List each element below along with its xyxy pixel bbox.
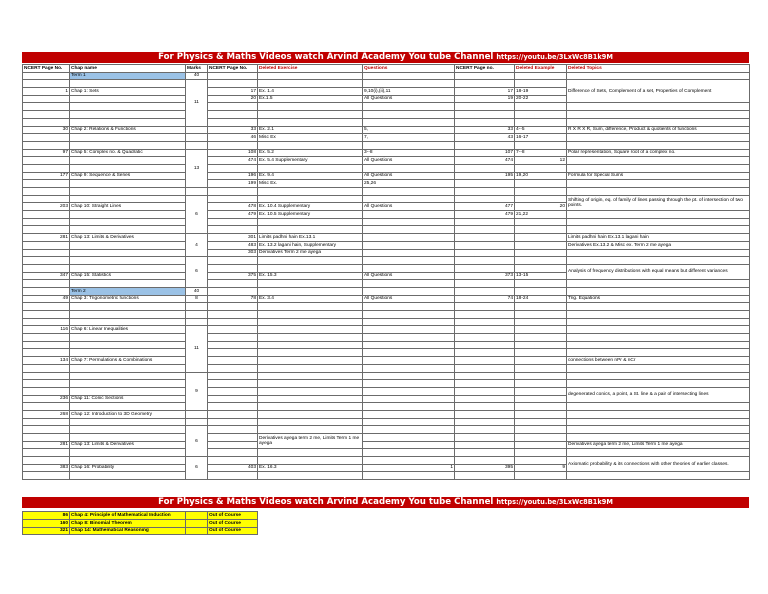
- ex-page: 46: [208, 134, 258, 142]
- chap-sequence: Chap 9: Sequence & Series: [70, 172, 186, 180]
- banner-text: For Physics & Maths Videos watch Arvind Academy You tube Channel: [158, 52, 494, 62]
- ex: Ex. 16.3: [258, 464, 363, 472]
- topic-conics: degenerated conics, a point, a St. line & a pair of intersecting lines: [567, 387, 750, 402]
- topic-limits-2: Derivatives ayega term 2 me, Limits Term 1 me ayega: [567, 441, 750, 449]
- questions: 1: [363, 464, 455, 472]
- eg-page: 19: [455, 95, 515, 103]
- ex-page: 196: [208, 172, 258, 180]
- questions: All Questions: [363, 172, 455, 180]
- questions: 25,26: [363, 180, 455, 188]
- ex-page: 20: [208, 95, 258, 103]
- marks-inequalities: 11: [186, 326, 208, 372]
- eg: 7--8: [515, 149, 567, 157]
- ex-page: 303: [208, 249, 258, 257]
- eg: 18-24: [515, 295, 567, 303]
- questions: 5,: [363, 126, 455, 134]
- banner-url-bottom[interactable]: https://youtu.be/3LxWc8B1k9M: [496, 498, 613, 506]
- topic-trig: Trig. Equations: [567, 295, 750, 303]
- header-deleted-exercise: Deleted Exercise: [258, 65, 363, 73]
- header-chap-name: Chap name: [70, 65, 186, 73]
- ex-page: 479: [208, 211, 258, 219]
- page-lines: 203: [23, 203, 70, 211]
- marks-sets: 11: [186, 80, 208, 126]
- questions: 7,: [363, 134, 455, 142]
- eg: 13-15: [515, 272, 567, 280]
- deleted-chapters-table: [22, 511, 258, 535]
- chap-relations: Chap 2: Relations & Functions: [70, 126, 186, 134]
- ex: Ex. 2.1: [258, 126, 363, 134]
- deleted-row: [23, 519, 258, 527]
- chap-conics: Chap 11: Conic Sections: [70, 395, 186, 403]
- deleted-chap: Chap 4: Principle of Mathematical Induction: [70, 512, 186, 520]
- questions: All Questions: [363, 272, 455, 280]
- deleted-status: Out of Course: [208, 527, 258, 535]
- table-row: [23, 357, 750, 365]
- eg-page: 17: [455, 88, 515, 96]
- ex: Limits padhni hain Ex.13.1: [258, 234, 363, 242]
- topic-limits-a: Limits padhni hain Ex.13.1 lagani hain: [567, 234, 750, 242]
- top-banner: [22, 52, 749, 63]
- ex: Ex. 1.4: [258, 88, 363, 96]
- deleted-chap: Chap 8: Binomial Theorem: [70, 519, 186, 527]
- eg: 16-17: [515, 134, 567, 142]
- page-stats: 347: [23, 272, 70, 280]
- chap-lines: Chap 10: Straight Lines: [70, 203, 186, 211]
- table-row: [23, 241, 750, 249]
- table-row: [23, 180, 750, 188]
- eg-page: 477: [455, 203, 515, 211]
- table-row: [23, 295, 750, 303]
- questions: All Questions: [363, 295, 455, 303]
- table-row: [23, 172, 750, 180]
- ex: Ex. 10.4 Supplementary: [258, 203, 363, 211]
- eg: 9: [515, 464, 567, 472]
- ex: Ex. 13.2 lagani hain, Supplementary: [258, 241, 363, 249]
- table-row: [23, 234, 750, 242]
- page-limits: 281: [23, 234, 70, 242]
- chap-sets: Chap 1: Sets: [70, 88, 186, 96]
- table-row: [23, 326, 750, 334]
- table-row: [23, 126, 750, 134]
- topic-stats: Analysis of frequency distributions with equal means but different variances: [567, 264, 750, 279]
- questions: All Questions: [363, 203, 455, 211]
- eg: 12: [515, 157, 567, 165]
- ex-page: 403: [208, 464, 258, 472]
- table-row: [23, 134, 750, 142]
- chap-permutations: Chap 7: Permulations & Combinations: [70, 357, 186, 365]
- term1-label: Term 1: [70, 72, 186, 80]
- header-row: [23, 65, 750, 73]
- deleted-chap: Chap 14: Mathematical Reasoning: [70, 527, 186, 535]
- eg-page: 107: [455, 149, 515, 157]
- term2-label: Term 2: [70, 287, 186, 295]
- ex-page: 199: [208, 180, 258, 188]
- marks-lines: 6: [186, 195, 208, 233]
- deleted-page: 160: [23, 519, 70, 527]
- deleted-status: Out of Course: [208, 512, 258, 520]
- ex: Ex. 10.5 Supplementary: [258, 211, 363, 219]
- header-questions: Questions: [363, 65, 455, 73]
- table-row: [23, 410, 750, 418]
- page-limits-2: 281: [23, 441, 70, 449]
- table-row: [23, 211, 750, 219]
- deleted-page: 321: [23, 527, 70, 535]
- table-row: [23, 157, 750, 165]
- ex: Misc Ex.: [258, 180, 363, 188]
- page-3d: 268: [23, 410, 70, 418]
- marks-limits-2: 6: [186, 426, 208, 457]
- marks-trig: 8: [186, 295, 208, 303]
- header-deleted-topics: Deleted Topics: [567, 65, 750, 73]
- eg: 20: [515, 203, 567, 211]
- ex: Ex.1.5: [258, 95, 363, 103]
- ex: Ex. 15.3: [258, 272, 363, 280]
- chap-complex: Chap 5: Complex no. & Quadratic: [70, 149, 186, 157]
- bottom-banner: [22, 497, 749, 508]
- page-sets: 1: [23, 88, 70, 96]
- ex-page: 17: [208, 88, 258, 96]
- page-sequence: 177: [23, 172, 70, 180]
- marks-conics: 9: [186, 372, 208, 410]
- page-complex: 97: [23, 149, 70, 157]
- eg-page: 195: [455, 172, 515, 180]
- term1-row: [23, 72, 750, 80]
- ex: Ex. 5.2: [258, 149, 363, 157]
- term2-row: [23, 287, 750, 295]
- term1-marks: 40: [186, 72, 208, 80]
- eg-page: 43: [455, 134, 515, 142]
- eg-page: 395: [455, 464, 515, 472]
- eg-page: 479: [455, 211, 515, 219]
- banner-text-bottom: For Physics & Maths Videos watch Arvind Academy You tube Channel: [158, 497, 494, 507]
- questions: 9,10(i),(ii),11: [363, 88, 455, 96]
- ex: Misc Ex: [258, 134, 363, 142]
- ex-page: 108: [208, 149, 258, 157]
- header-ncert-page-3: NCERT Page no.: [455, 65, 515, 73]
- ex-page: 78: [208, 295, 258, 303]
- ex-page: 375: [208, 272, 258, 280]
- eg: 21,22: [515, 211, 567, 219]
- page-permutations: 134: [23, 357, 70, 365]
- marks-limits: 4: [186, 234, 208, 257]
- page-probability: 383: [23, 464, 70, 472]
- term2-marks: 40: [186, 287, 208, 295]
- ex-page: 483: [208, 241, 258, 249]
- ex-page: 478: [208, 203, 258, 211]
- topic-sequence: Formula for Special Sums: [567, 172, 750, 180]
- deleted-row: [23, 512, 258, 520]
- marks-complex: 13: [186, 149, 208, 187]
- eg-page: 33: [455, 126, 515, 134]
- header-marks: Marks: [186, 65, 208, 73]
- eg: 20-22: [515, 95, 567, 103]
- topic-complex: Polar representation, Square root of a complex no.: [567, 149, 750, 157]
- ex-page: 474: [208, 157, 258, 165]
- eg: 19,20: [515, 172, 567, 180]
- table-row: [23, 149, 750, 157]
- chap-3d: Chap 12: Introduction to 3D Geometry: [70, 410, 186, 418]
- table-row: [23, 441, 750, 449]
- eg: 4--5: [515, 126, 567, 134]
- deleted-page: 86: [23, 512, 70, 520]
- topic-limits-b: Derivatives Ex.13.2 & Misc ex. Term 2 me ayega: [567, 241, 750, 249]
- ex: Derivatives Term 2 me ayega: [258, 249, 363, 257]
- eg: 18-19: [515, 88, 567, 96]
- page-relations: 30: [23, 126, 70, 134]
- topic-sets: Difference of Sets, Complement of a set, Properties of Complement: [567, 80, 750, 103]
- marks-stats: 6: [186, 257, 208, 288]
- topic-lines: Shifting of origin, eq. of family of lines passing through the pt. of intersection of two points.: [567, 195, 750, 210]
- header-deleted-example: Deleted Example: [515, 65, 567, 73]
- header-ncert-page: NCERT Page No.: [23, 65, 70, 73]
- questions: All Questions: [363, 157, 455, 165]
- chap-inequalities: Chap 6: Linear Inequalities: [70, 326, 186, 334]
- chap-limits: Chap 13: Limits & Derivatives: [70, 234, 186, 242]
- eg-page: 373: [455, 272, 515, 280]
- ex: Ex. 9.4: [258, 172, 363, 180]
- syllabus-table: [22, 64, 750, 480]
- eg-page: 474: [455, 157, 515, 165]
- ex-page: 301: [208, 234, 258, 242]
- ex-limits-2: Derivatives ayega term 2 me, Limits Term 1 me ayega: [258, 434, 363, 449]
- marks-probability: 6: [186, 457, 208, 480]
- ex: Ex. 5.4 Supplementary: [258, 157, 363, 165]
- banner-url[interactable]: https://youtu.be/3LxWc8B1k9M: [496, 53, 613, 61]
- chap-limits-2: Chap 13: Limits & Derivatives: [70, 441, 186, 449]
- page-conics: 236: [23, 395, 70, 403]
- ex-page: 33: [208, 126, 258, 134]
- questions: All Questions: [363, 95, 455, 103]
- chap-stats: Chap 15: Statistics: [70, 272, 186, 280]
- page-inequalities: 116: [23, 326, 70, 334]
- topic-probability: Axiomatic probability & its connections with other theories of earlier classes.: [567, 457, 750, 472]
- table-row: [23, 249, 750, 257]
- deleted-status: Out of Course: [208, 519, 258, 527]
- chap-probability: Chap 16: Probability: [70, 464, 186, 472]
- eg-page: 74: [455, 295, 515, 303]
- ex: Ex. 3.4: [258, 295, 363, 303]
- questions: 3--8: [363, 149, 455, 157]
- topic-permutations: connections between nPr & nCr: [567, 357, 750, 365]
- header-ncert-page-2: NCERT Page No.: [208, 65, 258, 73]
- deleted-row: [23, 527, 258, 535]
- page-trig: 49: [23, 295, 70, 303]
- chap-trig: Chap 3: Trigonometric functions: [70, 295, 186, 303]
- topic-relations: R X R X R, Sum, difference, Product & quotients of functions: [567, 126, 750, 134]
